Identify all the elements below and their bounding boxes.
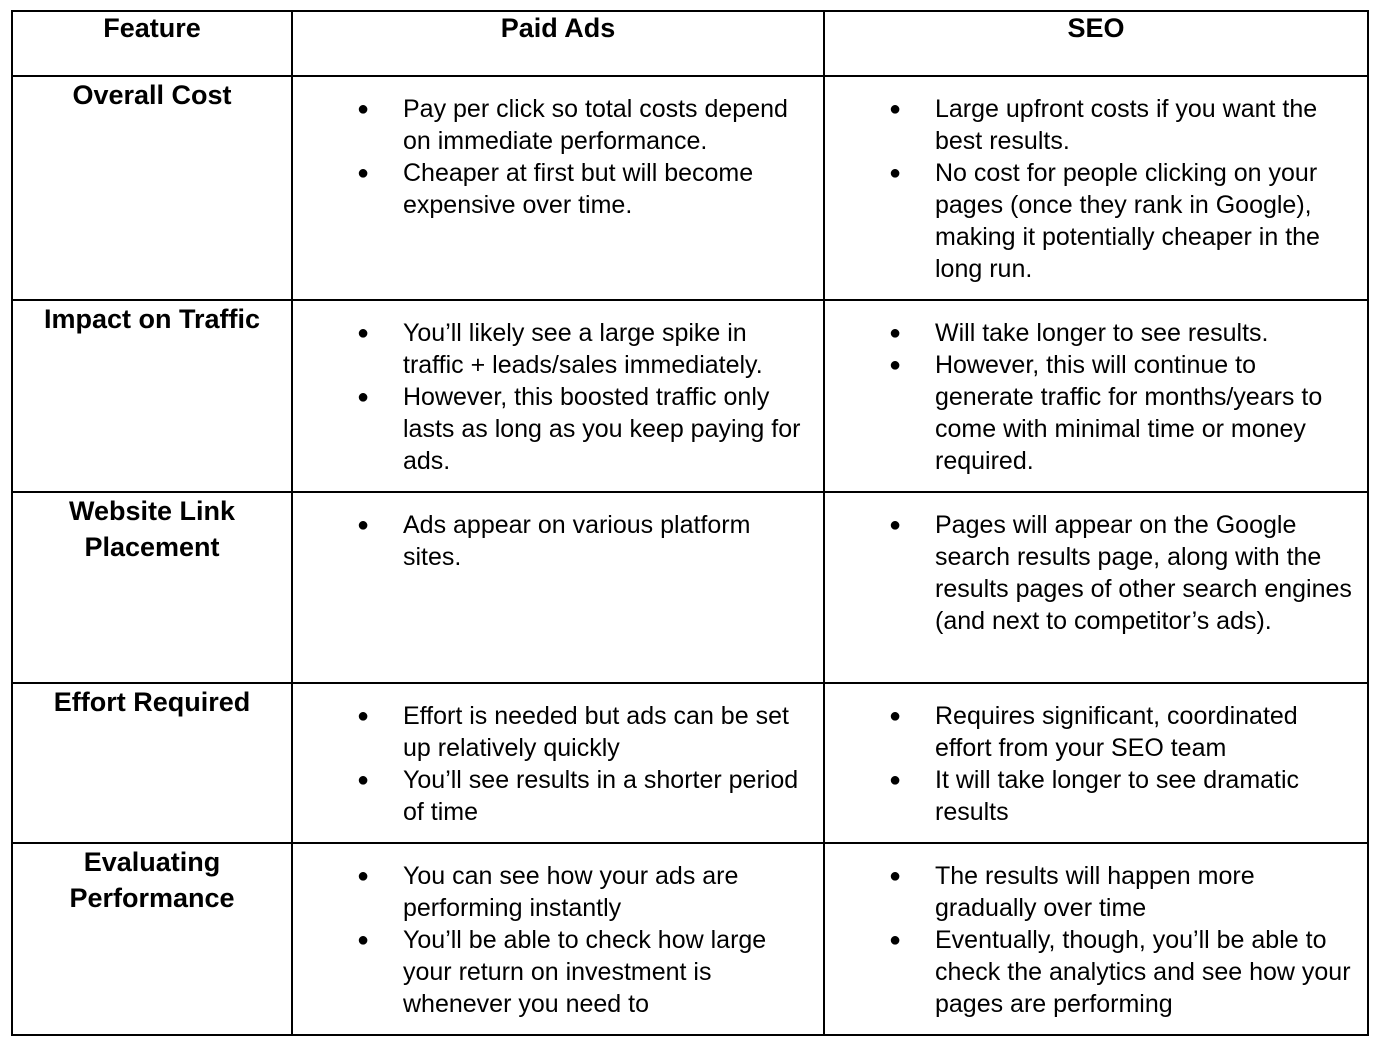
table-row bbox=[12, 492, 1368, 683]
bullet-text: You’ll be able to check how large your return on investment is whenever you need to bbox=[403, 926, 767, 1018]
bullet-icon: ● bbox=[889, 514, 902, 536]
list-item bbox=[825, 764, 1357, 828]
bullet-icon: ● bbox=[889, 769, 902, 791]
bullet-text: Eventually, though, you’ll be able to check the analytics and see how your pages are performing bbox=[935, 926, 1351, 1018]
bullet-text: Will take longer to see results. bbox=[935, 319, 1269, 347]
paid-ads-cell bbox=[292, 300, 824, 492]
feature-cell: Effort Required bbox=[12, 683, 292, 843]
feature-cell: Website Link Placement bbox=[12, 492, 292, 683]
bullet-text: You can see how your ads are performing instantly bbox=[403, 862, 739, 922]
bullet-text: Large upfront costs if you want the best results. bbox=[935, 95, 1318, 155]
bullet-icon: ● bbox=[357, 929, 370, 951]
bullet-icon: ● bbox=[357, 865, 370, 887]
bullet-text: Ads appear on various platform sites. bbox=[403, 511, 751, 571]
table-row bbox=[12, 683, 1368, 843]
list-item bbox=[293, 764, 813, 828]
list-item bbox=[825, 317, 1357, 349]
bullet-icon: ● bbox=[357, 322, 370, 344]
bullet-text: Cheaper at first but will become expensive over time. bbox=[403, 159, 754, 219]
list-item bbox=[293, 924, 813, 1020]
list-item bbox=[825, 349, 1357, 477]
header-seo: SEO bbox=[824, 11, 1368, 76]
bullet-icon: ● bbox=[889, 929, 902, 951]
bullet-text: Requires significant, coordinated effort from your SEO team bbox=[935, 702, 1298, 762]
bullet-icon: ● bbox=[357, 705, 370, 727]
bullet-text: The results will happen more gradually over time bbox=[935, 862, 1255, 922]
feature-cell: Impact on Traffic bbox=[12, 300, 292, 492]
bullet-icon: ● bbox=[357, 98, 370, 120]
table-header-row bbox=[12, 11, 1368, 76]
bullet-icon: ● bbox=[357, 386, 370, 408]
seo-cell bbox=[824, 843, 1368, 1035]
header-paid-ads: Paid Ads bbox=[292, 11, 824, 76]
bullet-icon: ● bbox=[889, 865, 902, 887]
feature-cell: Overall Cost bbox=[12, 76, 292, 300]
list-item bbox=[293, 93, 813, 157]
bullet-text: However, this boosted traffic only lasts as long as you keep paying for ads. bbox=[403, 383, 801, 475]
bullet-text: It will take longer to see dramatic results bbox=[935, 766, 1300, 826]
bullet-icon: ● bbox=[357, 769, 370, 791]
comparison-table bbox=[11, 10, 1369, 1036]
list-item bbox=[293, 860, 813, 924]
bullet-text: You’ll see results in a shorter period of time bbox=[403, 766, 799, 826]
list-item bbox=[825, 924, 1357, 1020]
paid-ads-cell bbox=[292, 76, 824, 300]
bullet-text: Pay per click so total costs depend on immediate performance. bbox=[403, 95, 788, 155]
table-row bbox=[12, 843, 1368, 1035]
bullet-icon: ● bbox=[357, 514, 370, 536]
list-item bbox=[293, 381, 813, 477]
paid-ads-cell bbox=[292, 492, 824, 683]
list-item bbox=[825, 509, 1357, 637]
table-row bbox=[12, 76, 1368, 300]
list-item bbox=[293, 317, 813, 381]
bullet-text: Pages will appear on the Google search results page, along with the results pages of other search engines (and next to competitor’s ads). bbox=[935, 511, 1352, 635]
seo-cell bbox=[824, 76, 1368, 300]
seo-cell bbox=[824, 300, 1368, 492]
list-item bbox=[293, 509, 813, 573]
bullet-icon: ● bbox=[357, 162, 370, 184]
list-item bbox=[825, 157, 1357, 285]
seo-cell bbox=[824, 683, 1368, 843]
bullet-text: You’ll likely see a large spike in traffic + leads/sales immediately. bbox=[403, 319, 763, 379]
list-item bbox=[825, 700, 1357, 764]
bullet-text: Effort is needed but ads can be set up relatively quickly bbox=[403, 702, 789, 762]
list-item bbox=[293, 700, 813, 764]
bullet-icon: ● bbox=[889, 162, 902, 184]
header-feature: Feature bbox=[12, 11, 292, 76]
seo-cell bbox=[824, 492, 1368, 683]
list-item bbox=[825, 93, 1357, 157]
list-item bbox=[825, 860, 1357, 924]
paid-ads-cell bbox=[292, 683, 824, 843]
paid-ads-cell bbox=[292, 843, 824, 1035]
bullet-text: However, this will continue to generate traffic for months/years to come with minimal time or money required. bbox=[935, 351, 1323, 475]
list-item bbox=[293, 157, 813, 221]
table-row bbox=[12, 300, 1368, 492]
bullet-icon: ● bbox=[889, 98, 902, 120]
bullet-icon: ● bbox=[889, 322, 902, 344]
bullet-text: No cost for people clicking on your pages (once they rank in Google), making it potentially cheaper in the long run. bbox=[935, 159, 1320, 283]
bullet-icon: ● bbox=[889, 705, 902, 727]
bullet-icon: ● bbox=[889, 354, 902, 376]
feature-cell: Evaluating Performance bbox=[12, 843, 292, 1035]
